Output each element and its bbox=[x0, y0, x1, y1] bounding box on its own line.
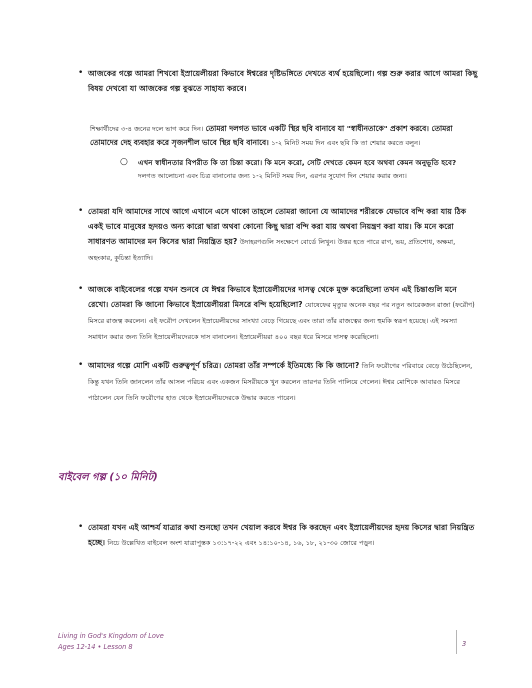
moses-background: তিনি ফরৌণের পরিবারে বেড়ে উঠেছিলেন, কিন্তু যখন তিনি জানলেন তাঁর আসল পরিচয় এবং একজন মিসরীয়কে খুন করলেন তারপর তিনি পালিয়ে গেলেন। ঈশ্বর মোশিকে আবারও মিসরে পাঠালেন যেন তিনি ফরৌণের হাত থেকে ইস্রায়েলীয়দেরকে উদ্ধার করতে পারেন। bbox=[88, 362, 473, 402]
scripture-reading-instruction: নিচে উল্লেখিত বাইবেল অংশ যাত্রাপুস্তক ১৩:১৭-২২ এবং ১৪:১০-১৪, ১৬, ১৮, ২১-৩০ জোরে পড়ুন। bbox=[107, 539, 375, 547]
page-number: 3 bbox=[462, 640, 467, 648]
captivity-question: তোমরা যদি আমাদের সাথে আগে এখানে এসে থাকো তাহলে তোমরা জানো যে আমাদের শরীরকে যেভাবে বন্দি করা যায় ঠিক একই ভাবে মানুষের হৃদয়ও অন্য কারো দ্বারা অথবা কোনো কিছু দ্বারা বন্দি করা যায় অথবা নিয়ন্ত্রণ করা যায়। কি মনে করো সাধারণত আমাদের মন কিসের দ্বারা নিয়ন্ত্রিত হয়? bbox=[88, 207, 467, 246]
intro-bullet-text: আজকের গল্পে আমরা শিখবো ইস্রায়েলীয়রা কিভাবে ঈশ্বরের দৃষ্টিভঙ্গিতে দেখতে ব্যর্থ হয়েছিলো। গল্প শুরু করার আগে আমরা কিছু বিষয় দেখবো যা আজকের গল্প বুঝতে সাহায্য করবে। bbox=[88, 69, 478, 93]
discussion-instruction: দলগত আলোচনা এবং চিত্র বানানোর জন্য ১-২ মিনিট সময় দিন, এরপর সুযোগ দিন শেয়ার করার জন্য। bbox=[138, 172, 407, 180]
lesson-info: Ages 12-14 • Lesson 8 bbox=[58, 643, 133, 651]
bullet-marker: • bbox=[78, 284, 84, 294]
journey-bullet bbox=[60, 520, 478, 551]
slavery-bullet bbox=[60, 282, 478, 345]
journey-prompt: তোমরা যখন এই আশ্চর্য যাত্রার কথা শুনছো তখন খেয়াল করবে ঈশ্বর কি করছেন এবং ইস্রায়েলীয়দের হৃদয় কিসের দ্বারা নিয়ন্ত্রিত হচ্ছে। bbox=[88, 523, 475, 547]
slavery-bullet-text bbox=[88, 282, 478, 345]
activity-setup-text: শিক্ষার্থীদের ৩-৪ জনের দলে ভাগ করে দিন। bbox=[90, 125, 204, 133]
bullet-marker: • bbox=[78, 522, 84, 532]
curriculum-title: Living in God's Kingdom of Love bbox=[58, 632, 164, 640]
bullet-marker: • bbox=[78, 206, 84, 216]
journey-bullet-text bbox=[88, 520, 478, 551]
bullet-marker: • bbox=[78, 68, 84, 78]
bible-story-heading: বাইবেল গল্প (১০ মিনিট) bbox=[58, 472, 158, 483]
footer-divider bbox=[456, 630, 457, 654]
captivity-bullet-text bbox=[88, 204, 478, 266]
sub-bullet-marker: ○ bbox=[120, 157, 128, 167]
discussion-sub-bullet bbox=[120, 156, 480, 183]
bullet-marker: • bbox=[78, 360, 84, 370]
slavery-background: যোষেফের মৃত্যুর অনেক বছর পর নতুন আরেকজন রাজা (ফরৌণ) মিসরে রাজত্ব করলেন। এই ফরৌণ দেখলেন ইস্রায়েলীয়দের সাংখ্যা বেড়ে গিয়েছে এবং তারা তাঁর রাজত্বের জন্য হুমকি স্বরূপ হয়েছে। এই সমস্যা সমাধান করার জন্য তিনি ইস্রায়েলীয়দেরকে দাস বানালেন। ইস্রায়েলীয়রা ৪০০ বছর ধরে মিসরে দাসত্ব করেছিলো। bbox=[88, 301, 475, 341]
activity-prompt-text: তোমরা দলগত ভাবে একটি স্থির ছবি বানাবে যা "স্বাধীনতাকে" প্রকাশ করবে। তোমরা তোমাদের দেহ ব্যবহার করে সৃজনশীল ভাবে স্থির ছবি বানাবে। bbox=[90, 124, 453, 147]
discussion-question: এখন স্বাধীনতার বিপরীত কি তা চিন্তা করো। কি মনে করো, সেটি দেখতে কেমন হবে অথবা কেমন অনুভূতি হবে? bbox=[138, 158, 457, 167]
intro-bullet bbox=[60, 66, 478, 96]
moses-bullet bbox=[60, 358, 478, 406]
captivity-bullet bbox=[60, 204, 478, 266]
activity-instructions bbox=[90, 122, 480, 150]
activity-timing-text: ১-২ মিনিট সময় দিন এবং ছবি কি তা শেয়ার করতে বলুন। bbox=[271, 139, 421, 147]
moses-question: আমাদের গল্পে মোশি একটি গুরুত্বপূর্ণ চরিত্র। তোমরা তাঁর সম্পর্কে ইতিমধ্যে কি কি জানো? bbox=[88, 361, 360, 370]
captivity-examples: উদাহরণগুলি সংক্ষেপে বোর্ডে লিখুন। উত্তর হতে পারে রাগ, ভয়, প্রতিশোধ, অক্ষমা, অহংকার, কুচিন্তা ইত্যাদি। bbox=[88, 238, 456, 262]
moses-bullet-text bbox=[88, 358, 478, 406]
slavery-question: আজকে বাইবেলের গল্পে যখন শুনবে যে ঈশ্বর কিভাবে ইস্রায়েলীয়দের দাসত্ব থেকে মুক্ত করেছিলো তখন এই চিন্তাগুলি মনে রেখো। তোমরা কি জানো কিভাবে ইস্রায়েলীয়রা মিসরে বন্দি হয়েছিলো? bbox=[88, 285, 457, 309]
discussion-sub-text bbox=[138, 156, 480, 183]
